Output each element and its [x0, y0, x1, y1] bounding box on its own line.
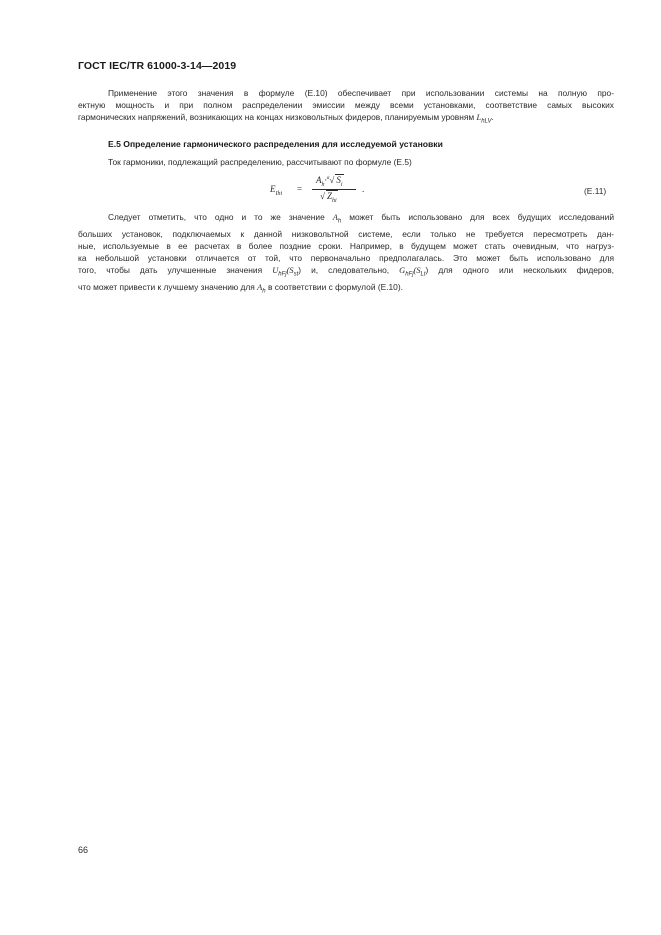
symbol-l-subscript: hLV — [481, 119, 492, 126]
paragraph-text: гармонических напряжений, возникающих на концах низковольтных фидеров, планируемым уровням — [78, 112, 477, 123]
page-number: 66 — [78, 845, 89, 855]
paragraph-line: больших установок, подключаемых к данной низковольтной системе, если только не требуется пересмотреть дан- — [78, 228, 614, 239]
formula-denominator: √ $Z_{hi}$ — [320, 191, 337, 204]
paragraph-line — [78, 211, 614, 228]
formula-symbol-a-subscript: h — [321, 181, 325, 188]
paragraph-period: . — [491, 112, 494, 123]
symbol-l: L — [476, 113, 482, 123]
paragraph-text: что может привести к лучшему значению для — [78, 282, 258, 293]
formula-equals-sign: = — [297, 184, 303, 194]
paragraph-line — [78, 264, 614, 281]
formula-lhs-subscript: Ihi — [275, 190, 283, 197]
formula-numerator: $A_h\cdot^\alpha√$ $S_i$ — [316, 175, 343, 188]
formula-period: . — [362, 184, 365, 194]
formula-e11 — [270, 172, 380, 206]
symbol-u-subscript: hFj — [278, 272, 287, 279]
paragraph-line: ные, используемые в ее расчетах в более поздние сроки. Например, в будущем может стать очевидным, что нагруз- — [78, 241, 614, 252]
formula-symbol-a: A — [316, 175, 322, 185]
paragraph-line: ектную мощность и при полном распределении эмиссии между всеми установками, соответствие самых высоких — [78, 100, 614, 111]
paragraph-application-of-value — [78, 87, 614, 128]
symbol-g: G — [399, 266, 406, 276]
symbol-g-argument: (S — [413, 266, 421, 276]
document-header: ГОСТ IEC/TR 61000-3-14—2019 — [78, 60, 237, 72]
formula-number: (Е.11) — [584, 186, 607, 196]
formula-root-s — [335, 174, 343, 188]
paragraph-text: может быть использовано для всех будущих исследований — [341, 212, 614, 222]
section-heading: Е.5 Определение гармонического распределения для исследуемой установки — [108, 139, 443, 149]
symbol-a-subscript: h — [337, 218, 342, 225]
formula-intro-text: Ток гармоники, подлежащий распределению, рассчитывают по формуле (Е.5) — [108, 157, 412, 167]
formula-symbol-s-subscript: i — [340, 181, 343, 188]
formula-root-index: α — [326, 176, 330, 181]
symbol-u-argument-subscript: st — [293, 272, 299, 279]
formula-lhs — [270, 184, 282, 197]
symbol-g-subscript: hFj — [405, 272, 414, 279]
symbol-g-argument-subscript: Lt — [420, 272, 426, 279]
symbol-u: U — [272, 266, 279, 276]
paragraph-line-last — [78, 111, 614, 128]
paragraph-text: того, чтобы дать улучшенные значения — [78, 265, 273, 276]
paragraph-text: Следует отметить, что одно и то же значение — [108, 212, 333, 222]
paragraph-line: ка небольшой установки отличается от той, что первоначально предполагалась. Это может быть использовано для — [78, 253, 614, 264]
paragraph-text: в соответствии с формулой (Е.10). — [265, 282, 403, 293]
paragraph-text: ) и, следовательно, — [298, 265, 400, 276]
formula-symbol-z: Z — [326, 191, 332, 201]
formula-lhs-symbol: E — [270, 184, 276, 194]
symbol-u-argument: (S — [286, 266, 294, 276]
symbol-a-subscript: h — [262, 289, 266, 296]
formula-symbol-s: S — [336, 175, 341, 185]
paragraph-note — [78, 211, 614, 298]
formula-symbol-z-subscript: hi — [331, 197, 337, 204]
formula-root-z — [326, 190, 338, 204]
paragraph-line: Применение этого значения в формуле (Е.10) обеспечивает при использовании системы на полную про- — [108, 88, 614, 98]
paragraph-text: ) для одного или нескольких фидеров, — [425, 265, 614, 276]
paragraph-line-last — [78, 281, 614, 298]
symbol-a: A — [332, 213, 338, 222]
symbol-a: A — [257, 283, 263, 293]
